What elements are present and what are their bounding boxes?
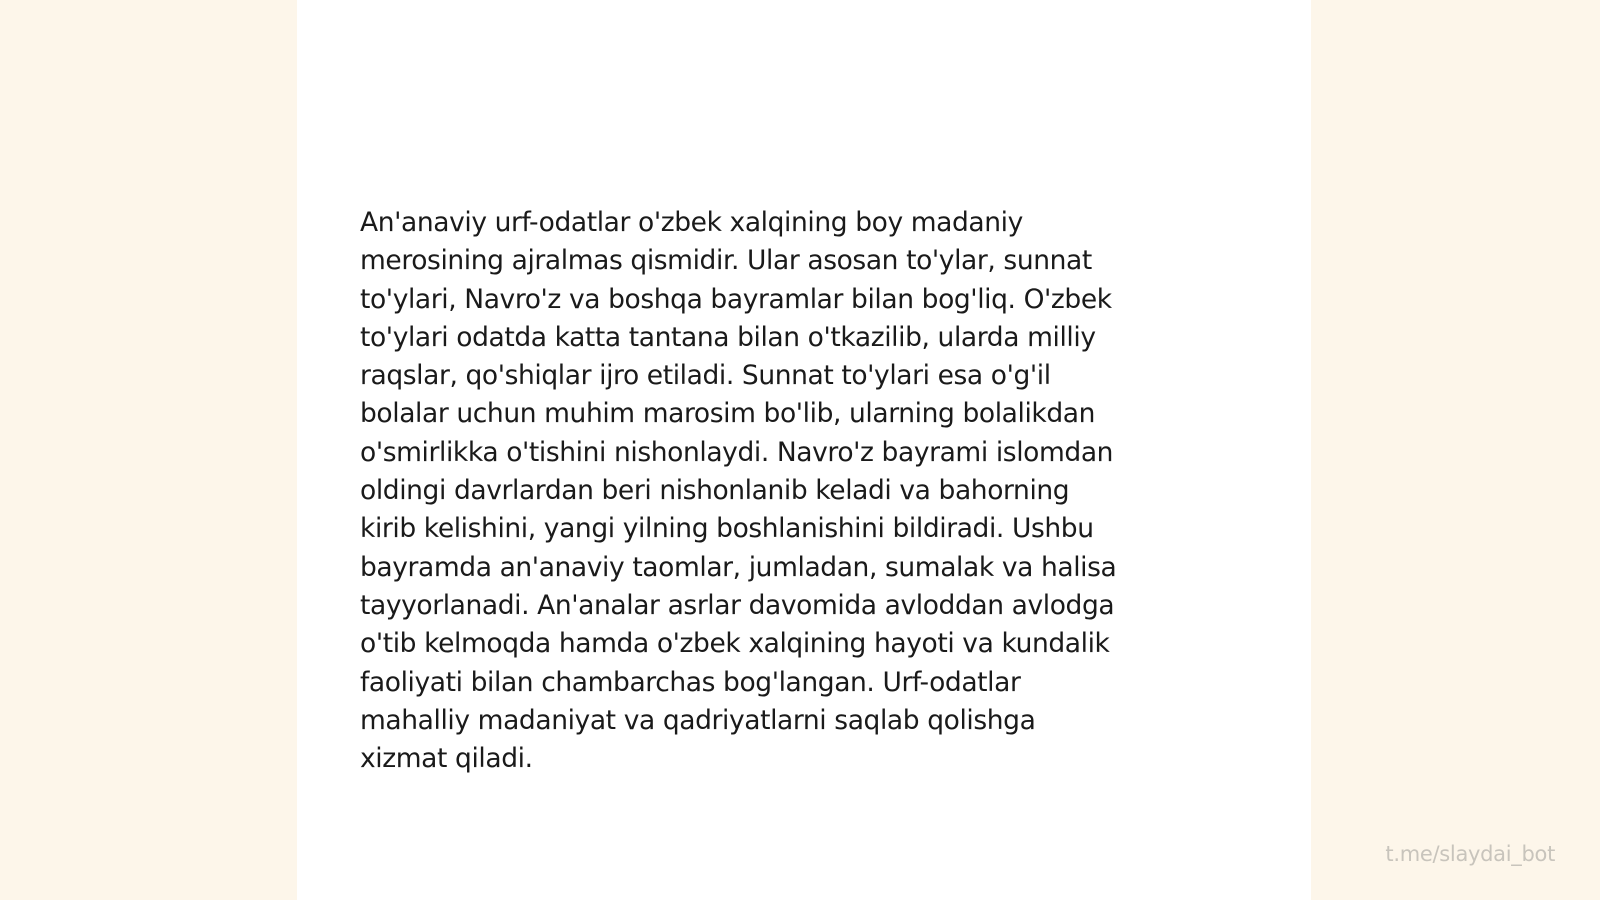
watermark-text: t.me/slaydai_bot bbox=[1385, 842, 1555, 866]
slide-body-text: An'anaviy urf-odatlar o'zbek xalqining boy madaniy merosining ajralmas qismidir. Ular asosan to'ylar, sunnat to'ylari, Navro'z va boshqa bayramlar bilan bog'liq. O'zbek to'ylari odatda katta tantana bilan o'tkazilib, ularda milliy raqslar, qo'shiqlar ijro etiladi. Sunnat to'ylari esa o'g'il bolalar uchun muhim marosim bo'lib, ularning bolalikdan o'smirlikka o'tishini nishonlaydi. Navro'z bayrami islomdan oldingi davrlardan beri nishonlanib keladi va bahorning kirib kelishini, yangi yilning boshlanishini bildiradi. Ushbu bayramda an'anaviy taomlar, jumladan, sumalak va halisa tayyorlanadi. An'analar asrlar davomida avloddan avlodga o'tib kelmoqda hamda o'zbek xalqining hayoti va kundalik faoliyati bilan chambarchas bog'langan. Urf-odatlar mahalliy madaniyat va qadriyatlarni saqlab qolishga xizmat qiladi. bbox=[360, 207, 1117, 775]
slide-page bbox=[297, 0, 1311, 900]
right-margin-panel bbox=[1311, 0, 1600, 900]
left-margin-panel bbox=[0, 0, 297, 900]
